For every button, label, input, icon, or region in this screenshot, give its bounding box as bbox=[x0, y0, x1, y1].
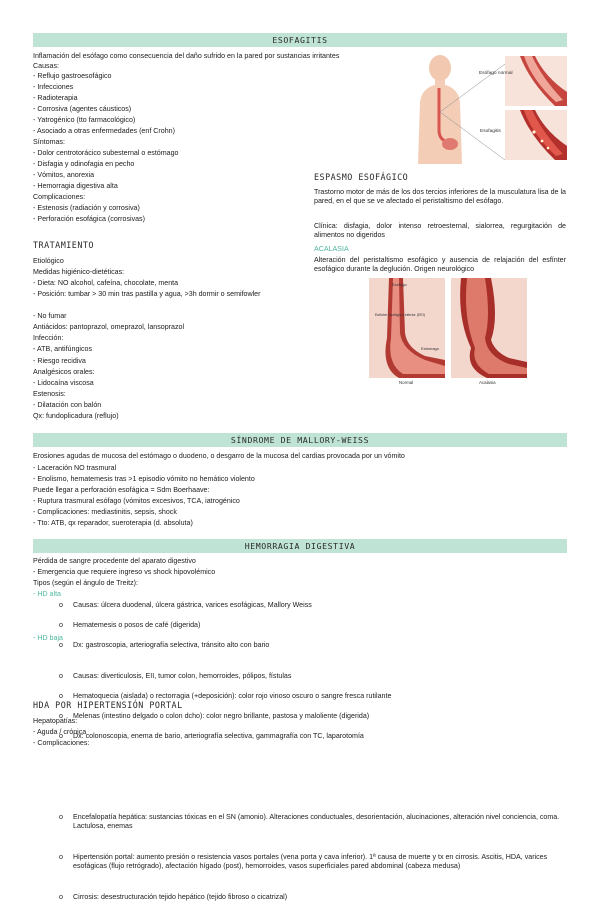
section-header-mallory-weiss: SÍNDROME DE MALLORY-WEISS bbox=[33, 433, 567, 447]
hda-portal-item: o Hipertensión portal: aumento presión o resistencia vasos portales (vena porta y cava inferior). 1ª causa de muerte y tx en cirrosis. Ascitis, HDA, varices esofágicas (flujo retrógrado), afectación hígado (post), hemorroides, vasos superficiales pared abdominal (cabeza medusa) bbox=[33, 853, 567, 871]
figure-label-estomago: Estómago bbox=[421, 346, 440, 351]
esofagitis-line: - Vómitos, anorexia bbox=[33, 171, 95, 179]
tratamiento-line: - ATB, antifúngicos bbox=[33, 345, 93, 353]
hda-portal-line: Hepatopatías: bbox=[33, 717, 78, 725]
tratamiento-line: - No fumar bbox=[33, 312, 67, 320]
hemorragia-line: Pérdida de sangre procedente del aparato digestivo bbox=[33, 557, 196, 565]
tratamiento-line: Analgésicos orales: bbox=[33, 368, 95, 376]
hd-alta-item: o Hematemesis o posos de café (digerida) bbox=[33, 621, 600, 630]
figure-label-normal: Esófago normal bbox=[479, 71, 513, 76]
hda-portal-item: o Cirrosis: desestructuración tejido hepático (tejido fibroso o cicatrizal) bbox=[33, 893, 600, 902]
hda-portal-line: - Aguda / crónica bbox=[33, 728, 87, 736]
espasmo-definition: Trastorno motor de más de los dos tercios inferiores de la musculatura lisa de la pared, en el que se ve afectado el peristaltismo del esófago. bbox=[314, 188, 566, 205]
hd-alta-item: o Causas: úlcera duodenal, úlcera gástrica, varices esofágicas, Mallory Weiss bbox=[33, 601, 600, 610]
figure-label-eei: Esfínter esofágico inferior (EEI) bbox=[375, 313, 425, 317]
tratamiento-line: - Dieta: NO alcohol, cafeína, chocolate, menta bbox=[33, 279, 179, 287]
tratamiento-line: Antiácidos: pantoprazol, omeprazol, lansoprazol bbox=[33, 323, 185, 331]
esofagitis-line: - Asociado a otras enfermedades (enf Crohn) bbox=[33, 127, 175, 135]
section-header-esofagitis: ESOFAGITIS bbox=[33, 33, 567, 47]
mallory-line: - Enolismo, hematemesis tras >1 episodio vómito no hemático violento bbox=[33, 475, 255, 483]
esofagitis-line: - Disfagia y odinofagia en pecho bbox=[33, 160, 135, 168]
tratamiento-heading: TRATAMIENTO bbox=[33, 240, 94, 250]
esofagitis-line: - Estenosis (radiación y corrosiva) bbox=[33, 204, 140, 212]
figure-label-esofagitis: Esofagitis bbox=[480, 129, 501, 134]
acalasia-label: ACALASIA bbox=[314, 245, 349, 253]
hd-baja-label: - HD baja bbox=[33, 634, 63, 642]
mallory-line: Puede llegar a perforación esofágica = Sdm Boerhaave: bbox=[33, 486, 210, 494]
tratamiento-line: Qx: fundoplicadura (reflujo) bbox=[33, 412, 119, 420]
hd-alta-item: o Dx: gastroscopia, arteriografía selectiva, tránsito alto con bario bbox=[33, 641, 600, 650]
esofagitis-line: - Reflujo gastroesofágico bbox=[33, 72, 112, 80]
espasmo-clinica: Clínica: disfagia, dolor intenso retroesternal, sialorrea, regurgitación de alimentos no digeridos bbox=[314, 222, 566, 239]
hd-baja-item: o Melenas (intestino delgado o colon dcho): color negro brillante, pastosa y maloliente (digerida) bbox=[33, 712, 600, 721]
hd-alta-label: - HD alta bbox=[33, 590, 61, 598]
mallory-line: - Tto: ATB, qx reparador, sueroterapia (d. absoluta) bbox=[33, 519, 193, 527]
tratamiento-line: Estenosis: bbox=[33, 390, 66, 398]
section-header-hemorragia: HEMORRAGIA DIGESTIVA bbox=[33, 539, 567, 553]
tratamiento-line: Infección: bbox=[33, 334, 64, 342]
tratamiento-line: - Posición: tumbar > 30 min tras pastilla y agua, >3h dormir o semifowler bbox=[33, 290, 261, 298]
figure-label-normal-acalasia: Normal bbox=[399, 380, 414, 385]
esofagitis-complicaciones-heading: Complicaciones: bbox=[33, 193, 86, 201]
hd-baja-item: o Dx: colonoscopia, enema de bario, arteriografía selectiva, gammagrafía con TC, laparotomía bbox=[33, 732, 600, 741]
hd-baja-item: o Causas: diverticulosis, EII, tumor colon, hemorroides, pólipos, fístulas bbox=[33, 672, 600, 681]
esofagitis-line: - Hemorragia digestiva alta bbox=[33, 182, 118, 190]
esofagitis-line: - Perforación esofágica (corrosivas) bbox=[33, 215, 145, 223]
tratamiento-line: Medidas higiénico-dietéticas: bbox=[33, 268, 125, 276]
tratamiento-line: - Dilatación con balón bbox=[33, 401, 102, 409]
esofagitis-causas-heading: Causas: bbox=[33, 62, 60, 70]
figure-label-esofago: Esófago bbox=[392, 282, 407, 287]
esofagitis-definition: Inflamación del esófago como consecuencia del daño sufrido en la pared por sustancias irritantes bbox=[33, 52, 340, 60]
hda-portal-item: o Encefalopatía hepática: sustancias tóxicas en el SN (amonio). Alteraciones conductuales, desorientación, alucinaciones, alteración nivel conciencia, coma. Lactulosa, enemas bbox=[33, 813, 567, 831]
acalasia-illustration bbox=[369, 278, 527, 386]
tratamiento-line: Etiológico bbox=[33, 257, 64, 265]
esofagitis-line: - Corrosiva (agentes cáusticos) bbox=[33, 105, 132, 113]
tratamiento-line: - Lidocaína viscosa bbox=[33, 379, 94, 387]
mallory-line: - Ruptura trasmural esófago (vómitos excesivos, TCA, iatrogénico bbox=[33, 497, 240, 505]
esofagitis-line: - Dolor centrotorácico subesternal o estómago bbox=[33, 149, 179, 157]
hemorragia-line: - Emergencia que requiere ingreso vs shock hipovolémico bbox=[33, 568, 216, 576]
esofagitis-sintomas-heading: Síntomas: bbox=[33, 138, 65, 146]
espasmo-heading: ESPASMO ESOFÁGICO bbox=[314, 172, 409, 182]
hda-portal-line: - Complicaciones: bbox=[33, 739, 90, 747]
figure-label-acalasia: Acalasia bbox=[479, 380, 496, 385]
hda-portal-heading: HDA POR HIPERTENSIÓN PORTAL bbox=[33, 700, 183, 710]
mallory-line: - Complicaciones: mediastinitis, sepsis, shock bbox=[33, 508, 177, 516]
esofagitis-line: - Radioterapia bbox=[33, 94, 78, 102]
mallory-line: - Laceración NO trasmural bbox=[33, 464, 117, 472]
esofagitis-illustration bbox=[410, 52, 568, 164]
esofagitis-line: - Yatrogénico (tto farmacológico) bbox=[33, 116, 136, 124]
mallory-line: Erosiones agudas de mucosa del estómago o duodeno, o desgarro de la mucosa del cardias provocada por un vómito bbox=[33, 452, 405, 460]
tratamiento-line: - Riesgo recidiva bbox=[33, 357, 86, 365]
hemorragia-line: Tipos (según el ángulo de Treitz): bbox=[33, 579, 139, 587]
hd-baja-item: o Hematoquecia (aislada) o rectorragia (+deposición): color rojo vinoso oscuro o sangre fresca rutilante bbox=[33, 692, 600, 701]
acalasia-definition: Alteración del peristaltismo esofágico y ausencia de relajación del esfínter esofágico durante la deglución. Origen neurológico bbox=[314, 256, 566, 273]
esofagitis-line: - Infecciones bbox=[33, 83, 74, 91]
